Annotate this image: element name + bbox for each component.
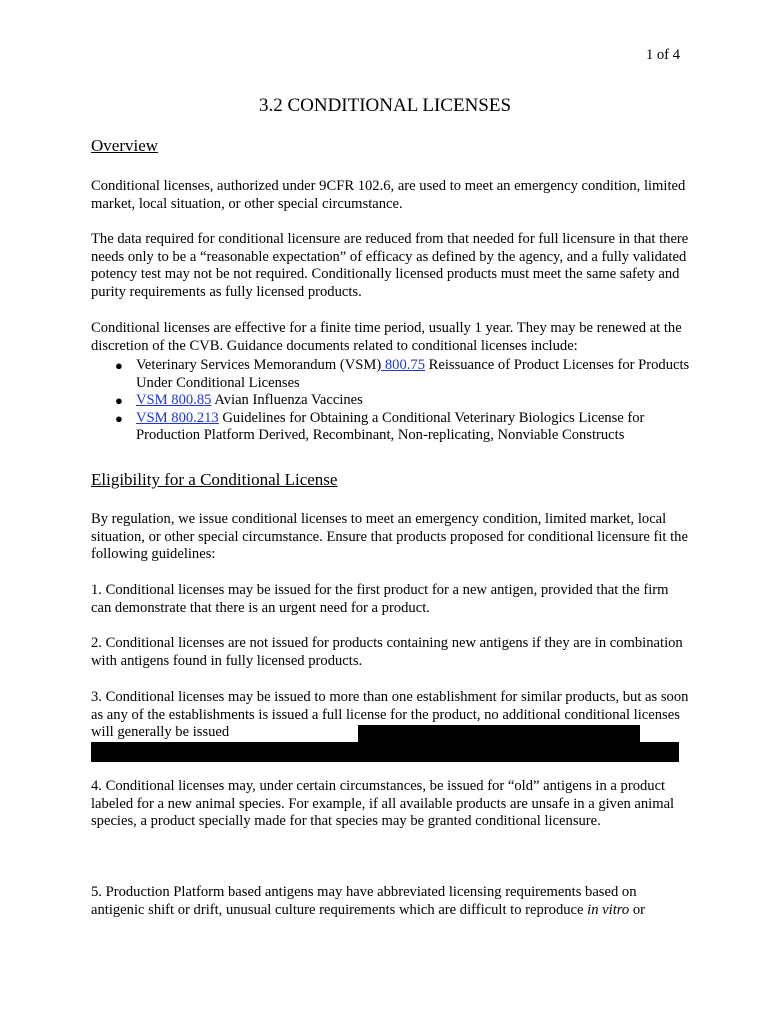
paragraph-text: 4. Conditional licenses may, under certain circumstances, be issued for “old” antigens in a product labeled for a new animal species. For example, if all available products are unsafe in a given animal species, a product specially made for that species may be granted conditional licensure. [91,778,675,830]
vsm-800-213-link[interactable]: VSM 800.213 [136,409,219,426]
bullet-icon: ● [115,393,123,409]
eligibility-item-2 [91,635,691,670]
eligibility-intro [91,511,691,564]
list-item-text: Veterinary Services Memorandum (VSM) [136,357,382,373]
list-item [91,357,691,392]
eligibility-heading: Eligibility for a Conditional License [91,470,338,489]
vsm-800-75-link[interactable]: 800.75 [381,357,425,373]
vsm-800-85-link[interactable]: VSM 800.85 [136,392,212,409]
page-number: 1 of 4 [645,47,680,63]
redaction-bar [91,742,679,762]
guidance-list [91,357,691,445]
paragraph-text: 2. Conditional licenses are not issued for products containing new antigens if they are in combination with antigens found in fully licensed products. [91,635,683,669]
paragraph-text: Conditional licenses, authorized under 9CFR 102.6, are used to meet an emergency condition, limited market, local situation, or other special circumstance. [91,178,686,212]
bullet-icon: ● [115,410,123,426]
list-item-text: Reissuance of Product Licenses for Products Under Conditional Licenses [136,357,690,391]
eligibility-item-4 [91,778,691,831]
paragraph-text [91,884,691,919]
list-item [91,392,691,410]
paragraph-text: Conditional licenses are effective for a finite time period, usually 1 year. They may be renewed at the discretion of the CVB. Guidance documents related to conditional licenses include: [91,320,682,354]
list-item [91,410,691,445]
bullet-icon: ● [115,358,123,373]
item-5-italic-text: in vitro [587,901,630,918]
overview-paragraph-1 [91,178,691,213]
paragraph-text: 1. Conditional licenses may be issued for the first product for a new antigen, provided that the firm can demonstrate that there is an urgent need for a product. [91,582,669,616]
overview-paragraph-2 [91,231,691,301]
paragraph-text: By regulation, we issue conditional licenses to meet an emergency condition, limited market, local situation, or other special circumstance. Ensure that products proposed for conditional licensure fit the following guidelines: [91,511,688,563]
eligibility-item-5 [91,884,691,919]
item-5-text-end: or [629,901,646,918]
item-5-text: 5. Production Platform based antigens may have abbreviated licensing requirements based on antigenic shift or drift, unusual culture requirements which are difficult to reproduce [91,884,637,918]
list-item-text: Avian Influenza Vaccines [211,392,363,409]
eligibility-item-1 [91,582,691,617]
paragraph-text: 3. Conditional licenses may be issued to more than one establishment for similar products, but as soon as any of the establishments is issued a full license for the product, no additional conditional licenses will generally be issued [91,689,689,741]
paragraph-text: The data required for conditional licensure are reduced from that needed for full licensure in that there needs only to be a “reasonable expectation” of efficacy as defined by the agency, and a fully validated potency test may not be not required. Conditionally licensed products must meet the same safety and purity requirements as fully licensed products. [91,231,689,300]
overview-heading: Overview [91,136,159,155]
overview-paragraph-3 [91,320,691,355]
redaction-bar [358,725,640,742]
page-title: 3.2 CONDITIONAL LICENSES [258,95,512,116]
list-item-text: Guidelines for Obtaining a Conditional Veterinary Biologics License for Production Platform Derived, Recombinant, Non-replicating, Nonviable Constructs [136,409,645,444]
